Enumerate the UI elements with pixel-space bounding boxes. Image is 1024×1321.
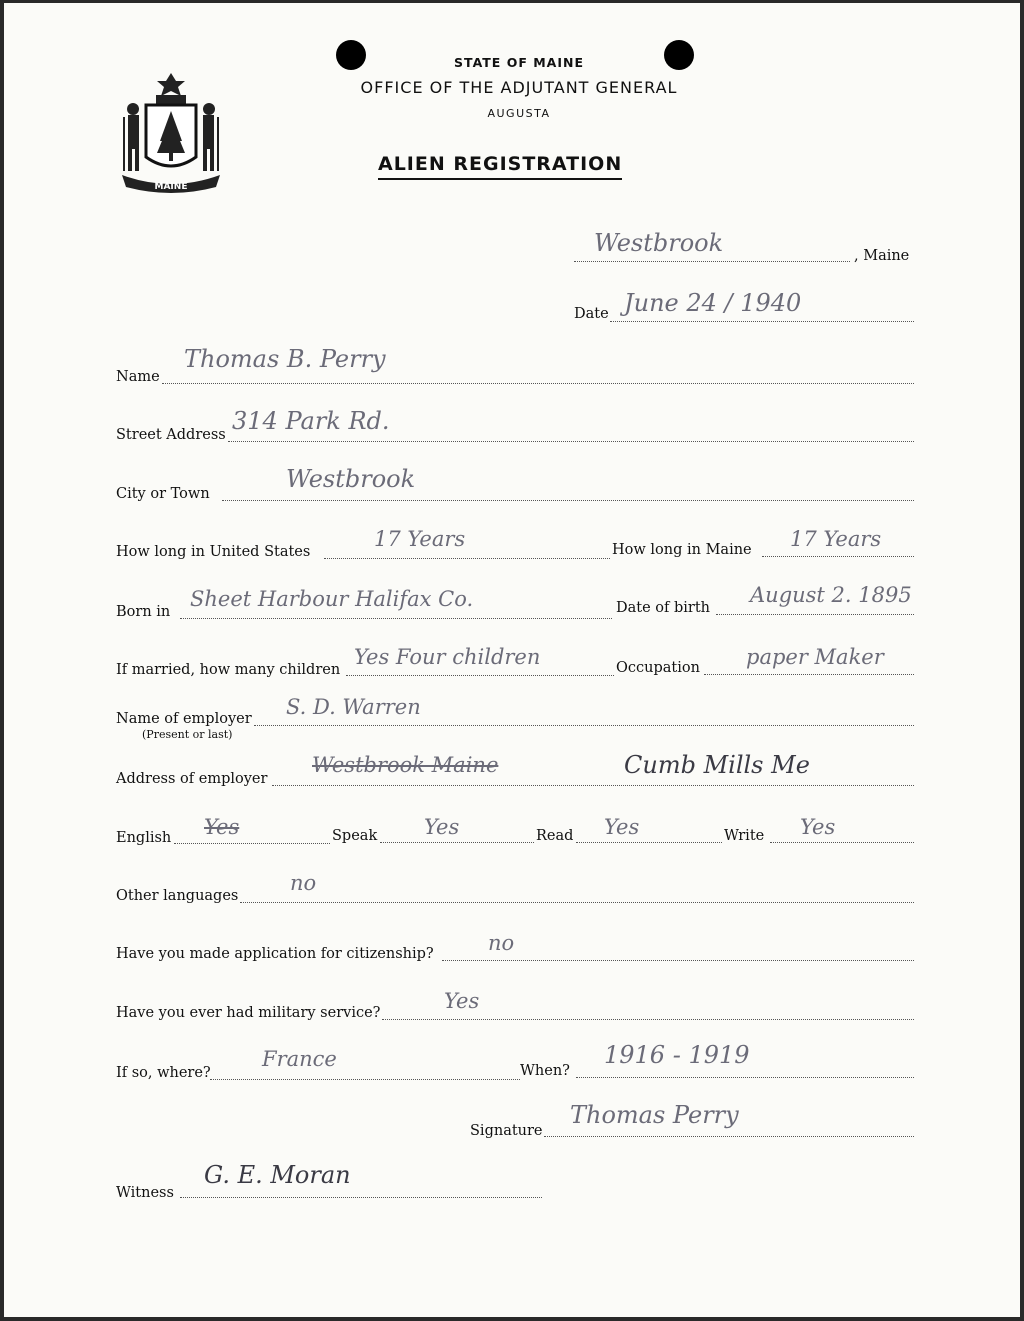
occupation-line [704, 674, 914, 675]
where-line [210, 1079, 520, 1080]
occupation-value: paper Maker [746, 645, 884, 669]
citizenship-label: Have you made application for citizenship? [116, 946, 434, 962]
maine-label: , Maine [854, 248, 910, 264]
english-value: Yes [204, 815, 240, 839]
military-label: Have you ever had military service? [116, 1005, 381, 1021]
date-value: June 24 / 1940 [624, 289, 802, 317]
name-label: Name [116, 369, 160, 385]
employer-address-label: Address of employer [116, 771, 268, 787]
born-in-label: Born in [116, 604, 171, 620]
signature-value: Thomas Perry [570, 1101, 739, 1129]
citizenship-value: no [488, 931, 515, 955]
write-label: Write [724, 828, 765, 844]
employer-note: (Present or last) [142, 728, 233, 741]
english-line [174, 843, 330, 844]
other-languages-label: Other languages [116, 888, 239, 904]
where-value: France [262, 1047, 337, 1071]
street-line [228, 441, 914, 442]
town-line [574, 261, 850, 262]
city-value: Westbrook [286, 465, 416, 493]
employer-label: Name of employer [116, 711, 252, 727]
military-value: Yes [444, 989, 480, 1013]
form-title: ALIEN REGISTRATION [378, 153, 622, 180]
maine-years-line [762, 556, 914, 557]
read-value: Yes [604, 815, 640, 839]
maine-years-value: 17 Years [790, 527, 882, 551]
where-label: If so, where? [116, 1065, 211, 1081]
town-value: Westbrook [594, 229, 724, 257]
employer-line [254, 725, 914, 726]
street-value: 314 Park Rd. [232, 407, 390, 435]
read-label: Read [536, 828, 574, 844]
maine-years-label: How long in Maine [612, 542, 752, 558]
us-years-label: How long in United States [116, 544, 311, 560]
name-line [162, 383, 914, 384]
city-label: City or Town [116, 486, 210, 502]
header-city: AUGUSTA [487, 107, 551, 120]
dob-value: August 2. 1895 [750, 583, 912, 607]
read-line [576, 842, 722, 843]
signature-line [544, 1136, 914, 1137]
form-page [4, 3, 1020, 1317]
us-years-line [324, 558, 610, 559]
children-value: Yes Four children [354, 645, 541, 669]
write-value: Yes [800, 815, 836, 839]
children-label: If married, how many children [116, 662, 341, 678]
header-office: OFFICE OF THE ADJUTANT GENERAL [360, 78, 678, 97]
other-languages-value: no [290, 871, 317, 895]
children-line [346, 675, 614, 676]
employer-value: S. D. Warren [286, 695, 421, 719]
date-line [610, 321, 914, 322]
other-languages-line [240, 902, 914, 903]
born-in-value: Sheet Harbour Halifax Co. [190, 587, 474, 611]
seal-banner-text: MAINE [154, 182, 188, 192]
when-value: 1916 - 1919 [604, 1041, 750, 1069]
employer-address-value: Cumb Mills Me [624, 751, 810, 779]
born-in-line [180, 618, 612, 619]
witness-value: G. E. Moran [204, 1161, 351, 1189]
dob-line [716, 614, 914, 615]
employer-address-struck-value: Westbrook Maine [312, 753, 499, 777]
speak-label: Speak [332, 828, 378, 844]
write-line [770, 842, 914, 843]
date-label: Date [574, 306, 609, 322]
speak-value: Yes [424, 815, 460, 839]
name-value: Thomas B. Perry [184, 345, 386, 373]
city-line [222, 500, 914, 501]
when-line [576, 1077, 914, 1078]
employer-address-line [272, 785, 914, 786]
state-seal-icon [116, 71, 226, 196]
witness-line [180, 1197, 542, 1198]
us-years-value: 17 Years [374, 527, 466, 551]
occupation-label: Occupation [616, 660, 700, 676]
when-label: When? [520, 1063, 570, 1079]
citizenship-line [442, 960, 914, 961]
witness-label: Witness [116, 1185, 174, 1201]
signature-label: Signature [470, 1123, 543, 1139]
military-line [382, 1019, 914, 1020]
header-state: STATE OF MAINE [454, 55, 584, 70]
speak-line [380, 842, 534, 843]
dob-label: Date of birth [616, 600, 711, 616]
english-label: English [116, 830, 172, 846]
street-label: Street Address [116, 427, 226, 443]
